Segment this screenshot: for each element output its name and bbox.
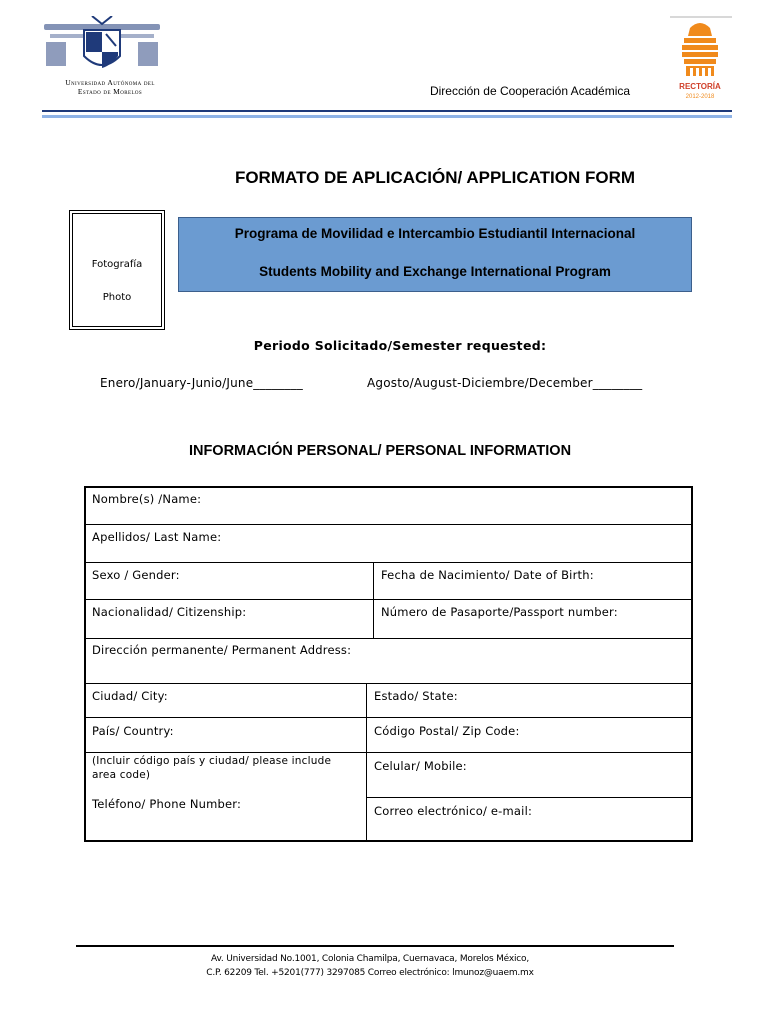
personal-info-title: INFORMACIÓN PERSONAL/ PERSONAL INFORMATION	[188, 443, 572, 459]
header-rule-light	[42, 115, 732, 118]
field-country[interactable]: País/ Country:	[92, 724, 174, 738]
field-mobile[interactable]: Celular/ Mobile:	[374, 759, 467, 773]
field-email[interactable]: Correo electrónico/ e-mail:	[374, 804, 533, 818]
footer-contact: C.P. 62209 Tel. +5201(777) 3297085 Correo electrónico: lmunoz@uaem.mx	[206, 968, 534, 978]
rectoria-label: RECTORÍA	[679, 82, 721, 91]
field-phone-number[interactable]: Teléfono/ Phone Number:	[92, 797, 242, 811]
field-gender[interactable]: Sexo / Gender:	[92, 568, 180, 582]
program-banner	[178, 217, 692, 292]
rectoria-logo	[666, 14, 734, 106]
photo-label-es: Fotografía	[91, 259, 143, 270]
header-rule-dark	[42, 110, 732, 112]
field-zip-code[interactable]: Código Postal/ Zip Code:	[374, 724, 520, 738]
field-citizenship[interactable]: Nacionalidad/ Citizenship:	[92, 605, 247, 619]
field-permanent-address[interactable]: Dirección permanente/ Permanent Address:	[92, 643, 352, 657]
period-option-jan-jun[interactable]: Enero/January-Junio/June________	[100, 376, 303, 390]
university-name	[40, 78, 180, 96]
program-title-es: Programa de Movilidad e Intercambio Estudiantil Internacional	[234, 226, 636, 241]
program-title-en: Students Mobility and Exchange International Program	[259, 264, 611, 279]
footer-address: Av. Universidad No.1001, Colonia Chamilpa, Cuernavaca, Morelos México,	[211, 954, 529, 964]
university-crest-logo	[42, 16, 162, 76]
rectoria-years: 2012-2018	[685, 94, 715, 100]
personal-info-table	[84, 486, 693, 842]
field-name[interactable]: Nombre(s) /Name:	[92, 492, 202, 506]
footer-rule	[76, 945, 674, 947]
field-passport-number[interactable]: Número de Pasaporte/Passport number:	[381, 605, 618, 619]
form-title: FORMATO DE APLICACIÓN/ APPLICATION FORM	[234, 168, 636, 187]
department-title: Dirección de Cooperación Académica	[429, 84, 631, 98]
field-last-name[interactable]: Apellidos/ Last Name:	[92, 530, 222, 544]
field-city[interactable]: Ciudad/ City:	[92, 689, 168, 703]
field-state[interactable]: Estado/ State:	[374, 689, 458, 703]
photo-box[interactable]	[72, 213, 162, 327]
period-option-aug-dec[interactable]: Agosto/August-Diciembre/December________	[367, 376, 643, 390]
university-name-line1: Universidad Autónoma del	[65, 78, 155, 87]
university-name-line2: Estado de Morelos	[77, 87, 143, 96]
period-label: Periodo Solicitado/Semester requested:	[253, 338, 547, 353]
photo-label-en: Photo	[102, 292, 132, 303]
field-date-of-birth[interactable]: Fecha de Nacimiento/ Date of Birth:	[381, 568, 594, 582]
phone-area-code-note: (Incluir código país y ciudad/ please include area code)	[92, 755, 332, 781]
